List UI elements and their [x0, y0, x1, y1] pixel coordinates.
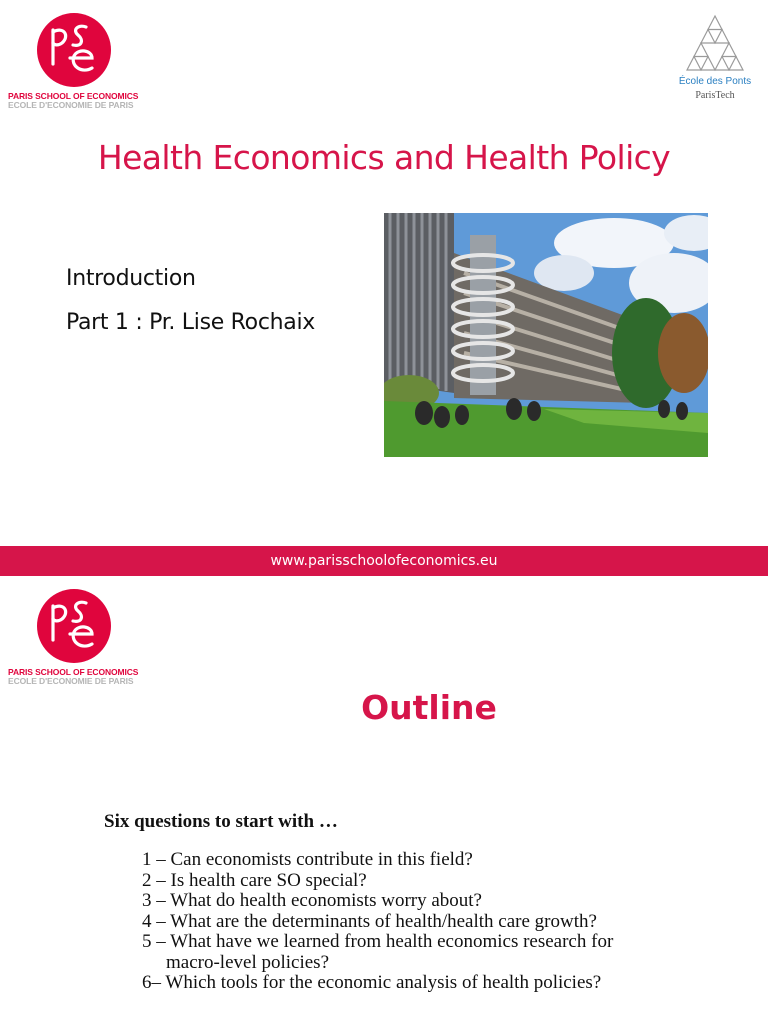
outline-slide [0, 576, 768, 1024]
pse-name-french: ECOLE D'ECONOMIE DE PARIS [8, 100, 134, 110]
question-item [142, 932, 742, 973]
pse-name-french: ECOLE D'ECONOMIE DE PARIS [8, 676, 134, 686]
outline-title: Outline [361, 688, 497, 727]
question-list [142, 850, 742, 994]
page-title: Health Economics and Health Policy [97, 138, 671, 177]
question-text-continued: macro-level policies? [166, 951, 330, 973]
paristech-name: ParisTech [695, 90, 735, 101]
question-text: 3 – What do health economists worry about? [142, 890, 482, 911]
sierpinski-triangle-icon [685, 14, 745, 72]
pse-monogram-icon [36, 588, 112, 664]
questions-heading: Six questions to start with … [104, 811, 338, 832]
question-text: 6– Which tools for the economic analysis of health policies? [142, 972, 602, 993]
question-item [142, 973, 742, 994]
pse-name: PARIS SCHOOL OF ECONOMICS [8, 667, 139, 677]
pse-logo [8, 8, 148, 108]
intro-label: Introduction [66, 266, 196, 291]
question-text: 2 – Is health care SO special? [142, 869, 367, 891]
question-text: 5 – What have we learned from health economics research for [142, 931, 614, 952]
question-item [142, 850, 742, 871]
pse-name: PARIS SCHOOL OF ECONOMICS [8, 91, 139, 101]
question-item [142, 912, 742, 933]
part-label: Part 1 : Pr. Lise Rochaix [66, 310, 315, 335]
question-item [142, 871, 742, 892]
website-url-link[interactable]: www.parisschoolofeconomics.eu [270, 553, 498, 569]
question-text: 1 – Can economists contribute in this field? [142, 849, 473, 870]
question-text: 4 – What are the determinants of health/health care growth? [142, 910, 597, 932]
ecole-des-ponts-logo [670, 14, 760, 106]
pse-monogram-icon [36, 12, 112, 88]
website-url-bar[interactable] [0, 546, 768, 576]
pse-logo [8, 584, 148, 684]
question-item [142, 891, 742, 912]
ecole-des-ponts-name: École des Ponts [678, 76, 752, 87]
campus-photo [384, 213, 708, 457]
